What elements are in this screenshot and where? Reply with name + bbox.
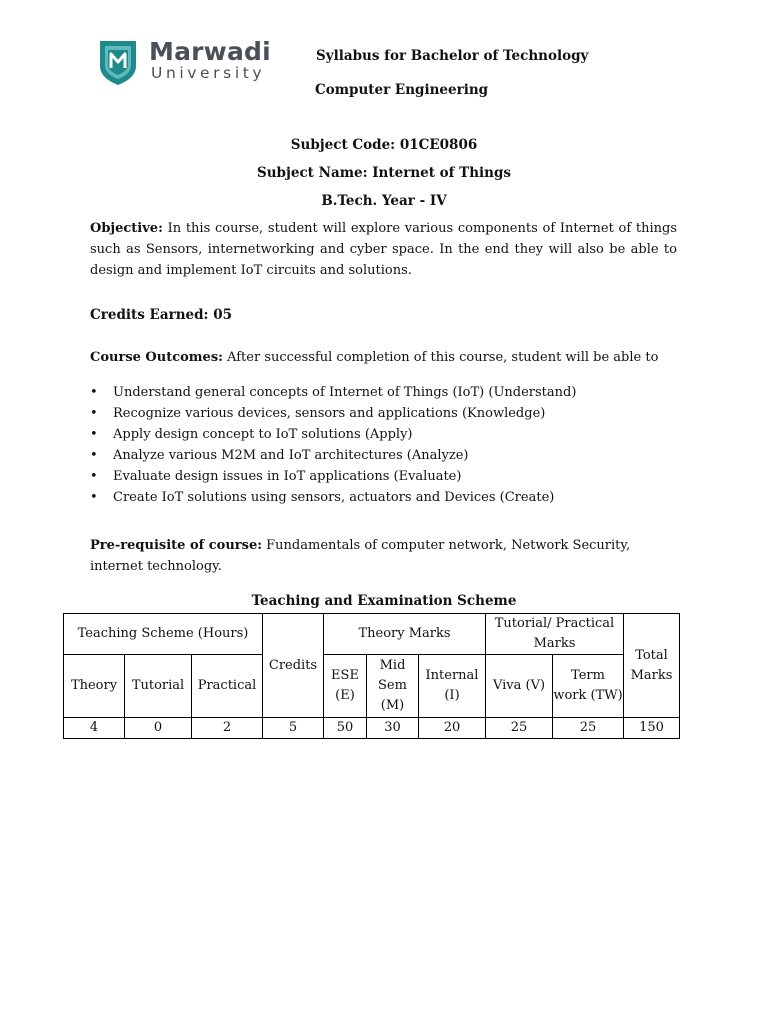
credits-earned: Credits Earned: 05	[90, 307, 233, 323]
outcome-text: Understand general concepts of Internet of Things (IoT) (Understand)	[113, 385, 577, 400]
logo-name: Marwadi	[149, 37, 271, 66]
ese-value: 50	[324, 718, 367, 739]
syllabus-title: Syllabus for Bachelor of Technology	[316, 48, 589, 64]
course-outcomes-list	[90, 382, 576, 508]
tutorial-practical-header: Tutorial/ Practical Marks	[486, 614, 624, 655]
credits-header: Credits	[263, 614, 324, 718]
ese-header: ESE (E)	[324, 655, 367, 718]
subject-code: Subject Code: 01CE0806	[290, 137, 478, 153]
total-value: 150	[624, 718, 680, 739]
viva-header: Viva (V)	[486, 655, 553, 718]
subject-name: Subject Name: Internet of Things	[256, 165, 512, 181]
bullet-icon: •	[90, 469, 98, 484]
objective-paragraph	[90, 218, 677, 281]
bullet-icon: •	[90, 385, 98, 400]
outcome-text: Create IoT solutions using sensors, actuators and Devices (Create)	[113, 490, 555, 505]
bullet-icon: •	[90, 490, 98, 505]
total-marks-header: Total Marks	[624, 614, 680, 718]
term-work-value: 25	[553, 718, 624, 739]
bullet-icon: •	[90, 406, 98, 421]
table-header-row	[64, 614, 680, 655]
list-item	[90, 445, 576, 466]
course-outcomes-text: After successful completion of this course, student will be able to	[222, 350, 659, 365]
theory-value: 4	[64, 718, 125, 739]
department-title: Computer Engineering	[315, 82, 489, 98]
university-logo	[97, 38, 282, 88]
credits-value: 5	[263, 718, 324, 739]
theory-marks-header: Theory Marks	[324, 614, 486, 655]
bullet-icon: •	[90, 427, 98, 442]
theory-header: Theory	[64, 655, 125, 718]
tutorial-value: 0	[125, 718, 192, 739]
list-item	[90, 487, 576, 508]
objective-label: Objective:	[90, 221, 163, 236]
list-item	[90, 466, 576, 487]
subject-year: B.Tech. Year - IV	[321, 193, 447, 209]
table-row	[64, 718, 680, 739]
prerequisite-paragraph	[90, 535, 677, 577]
prerequisite-text: Fundamentals of computer network, Network Security, internet technology.	[90, 538, 631, 574]
viva-value: 25	[486, 718, 553, 739]
list-item	[90, 424, 576, 445]
bullet-icon: •	[90, 448, 98, 463]
course-outcomes-intro	[90, 347, 677, 368]
scheme-table	[63, 613, 680, 739]
outcome-text: Apply design concept to IoT solutions (Apply)	[113, 427, 413, 442]
list-item	[90, 382, 576, 403]
shield-icon	[97, 38, 139, 86]
mid-sem-value: 30	[367, 718, 419, 739]
outcome-text: Recognize various devices, sensors and applications (Knowledge)	[113, 406, 546, 421]
tutorial-header: Tutorial	[125, 655, 192, 718]
logo-subtitle: University	[151, 64, 266, 82]
practical-header: Practical	[192, 655, 263, 718]
mid-sem-header: Mid Sem (M)	[367, 655, 419, 718]
course-outcomes-label: Course Outcomes:	[90, 350, 223, 365]
list-item	[90, 403, 576, 424]
term-work-header: Term work (TW)	[553, 655, 624, 718]
table-subheader-row	[64, 655, 680, 718]
teaching-scheme-header: Teaching Scheme (Hours)	[64, 614, 263, 655]
prerequisite-label: Pre-requisite of course:	[90, 538, 263, 553]
scheme-title: Teaching and Examination Scheme	[251, 593, 517, 609]
outcome-text: Analyze various M2M and IoT architectures (Analyze)	[113, 448, 469, 463]
outcome-text: Evaluate design issues in IoT applications (Evaluate)	[113, 469, 462, 484]
internal-value: 20	[419, 718, 486, 739]
internal-header: Internal (I)	[419, 655, 486, 718]
practical-value: 2	[192, 718, 263, 739]
objective-text: In this course, student will explore various components of Internet of things such as Sensors, internetworking and cyber space. In the end they will also be able to design and implement IoT circuits and solutions.	[90, 221, 677, 278]
